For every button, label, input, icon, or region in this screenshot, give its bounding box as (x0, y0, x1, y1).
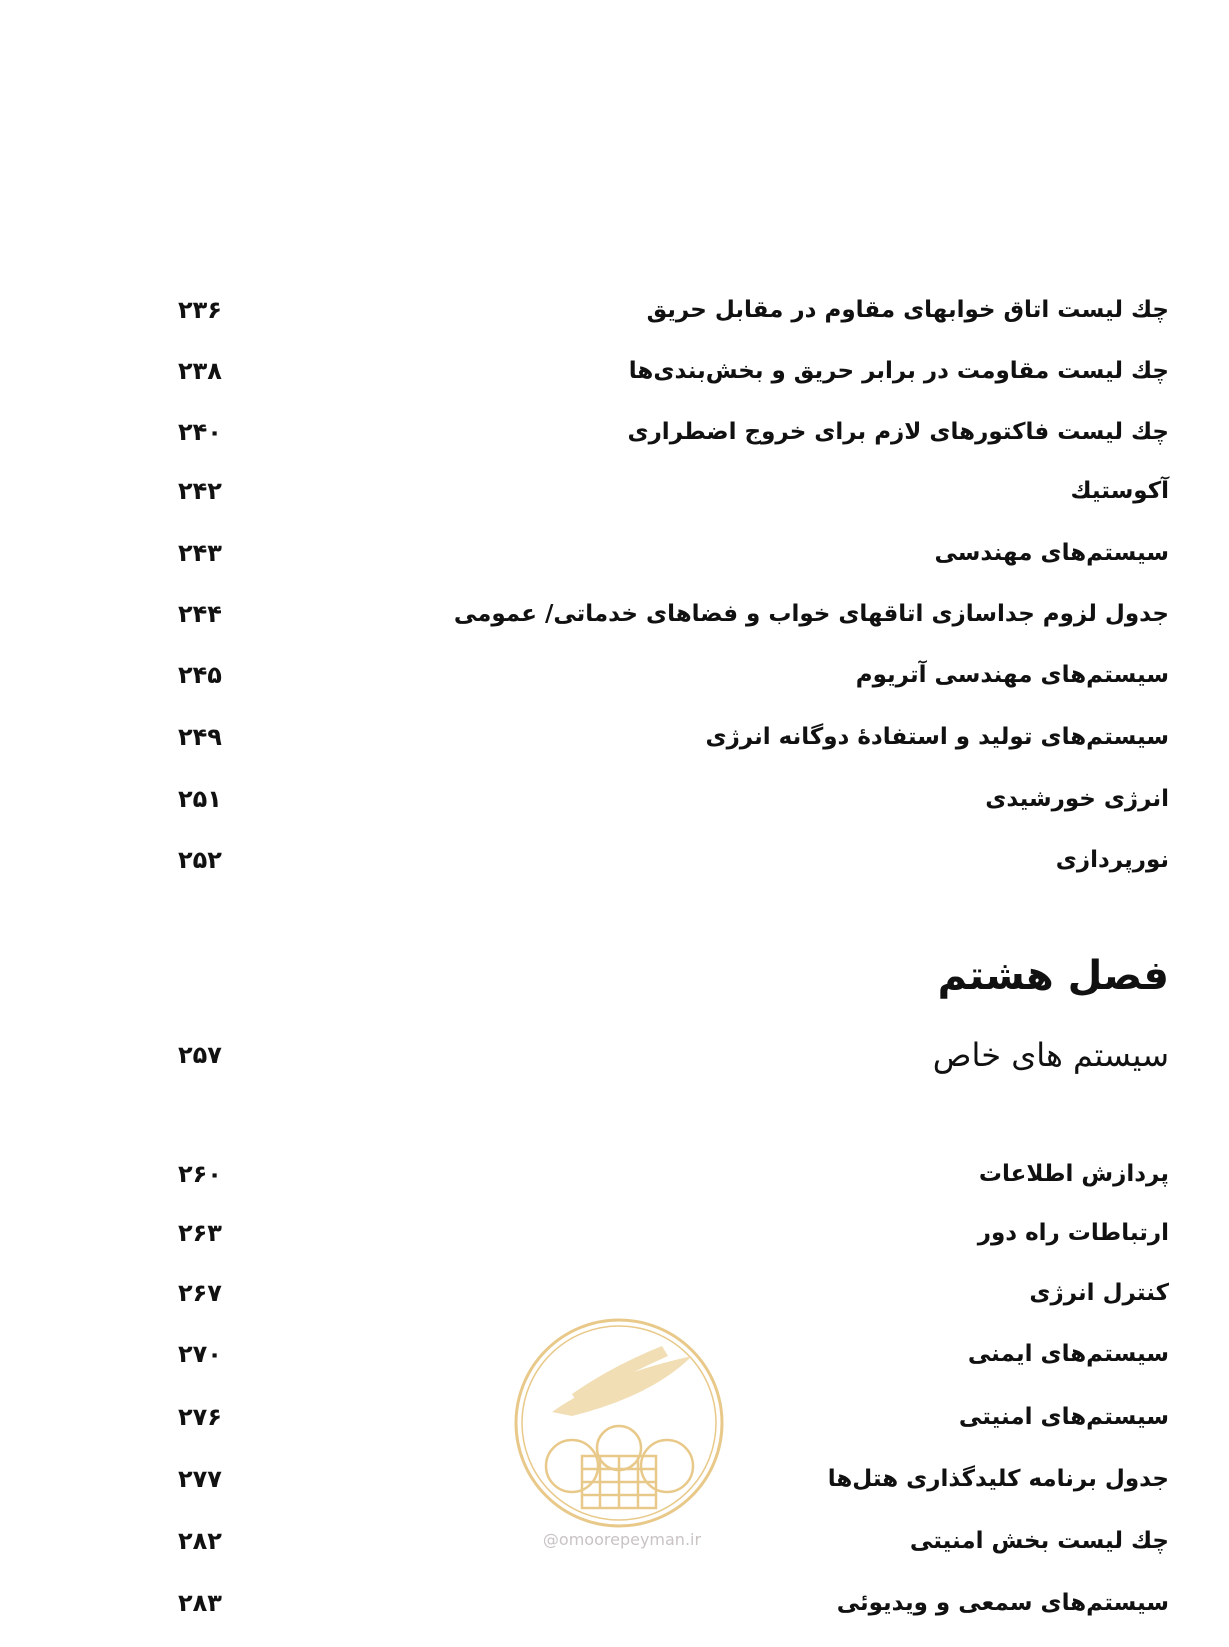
watermark-caption: @omoorepeyman.ir (542, 1530, 702, 1549)
toc-entry-page: ۲۸۲ (178, 1527, 222, 1555)
toc-entry-title: نورپردازی (1055, 847, 1169, 873)
toc-entry-page: ۲۷۷ (178, 1465, 222, 1493)
toc-entry (0, 655, 1229, 695)
toc-entry-page: ۲۵۲ (178, 846, 222, 874)
chapter-heading: فصل هشتم (937, 953, 1169, 999)
toc-entry (0, 840, 1229, 880)
toc-entry (0, 1213, 1229, 1253)
toc-entry-page: ۲۴۵ (178, 661, 222, 689)
toc-entry-page: ۲۴۹ (178, 723, 222, 751)
toc-entry-title: انرژی خورشيدی (985, 786, 1169, 812)
chapter-page: ۲۵۷ (178, 1041, 222, 1069)
toc-entry-page: ۲۶۷ (178, 1279, 222, 1307)
toc-entry-title: جدول لزوم جداسازی اتاقهای خواب و فضاهای خدماتی/ عمومی (453, 601, 1169, 627)
toc-entry-title: چك ليست فاكتورهای لازم برای خروج اضطراری (627, 419, 1169, 445)
toc-entry-page: ۲۴۳ (178, 539, 222, 567)
toc-entry-page: ۲۷۶ (178, 1403, 222, 1431)
watermark-logo (512, 1316, 726, 1530)
toc-entry-title: سيستم‌های مهندسی آتريوم (855, 662, 1169, 688)
toc-entry (0, 351, 1229, 391)
toc-entry (0, 471, 1229, 511)
toc-entry-title: پردازش اطلاعات (978, 1161, 1169, 1187)
toc-entry-title: سيستم‌های مهندسی (934, 540, 1169, 566)
toc-entry-title: چك ليست اتاق خوابهای مقاوم در مقابل حريق (646, 297, 1169, 323)
toc-entry (0, 412, 1229, 452)
toc-entry (0, 1273, 1229, 1313)
toc-entry-page: ۲۴۰ (178, 418, 222, 446)
toc-entry-title: جدول برنامه كليدگذاری هتل‌ها (827, 1466, 1169, 1492)
toc-entry-page: ۲۸۳ (178, 1589, 222, 1617)
toc-entry (0, 1154, 1229, 1194)
toc-entry-page: ۲۴۴ (178, 600, 222, 628)
toc-entry-title: آكوستيك (1070, 478, 1169, 504)
toc-entry (0, 594, 1229, 634)
toc-entry-page: ۲۳۸ (178, 357, 222, 385)
toc-entry-page: ۲۳۶ (178, 296, 222, 324)
toc-entry (0, 290, 1229, 330)
toc-entry (0, 1583, 1229, 1623)
toc-entry-title: چك ليست مقاومت در برابر حريق و بخش‌بندی‌ها (628, 358, 1169, 384)
toc-entry-title: سيستم‌های ايمنی (967, 1341, 1169, 1367)
toc-entry-title: چك ليست بخش امنيتی (909, 1528, 1169, 1554)
toc-entry-page: ۲۴۲ (178, 477, 222, 505)
toc-entry (0, 779, 1229, 819)
toc-entry-page: ۲۶۰ (178, 1160, 222, 1188)
toc-entry-page: ۲۶۳ (178, 1219, 222, 1247)
toc-entry-title: سيستم‌های توليد و استفادهٔ دوگانه انرژی (705, 724, 1169, 750)
toc-entry-page: ۲۵۱ (178, 785, 222, 813)
toc-entry-title: سيستم‌های امنيتی (958, 1404, 1169, 1430)
toc-entry (0, 533, 1229, 573)
toc-entry-page: ۲۷۰ (178, 1340, 222, 1368)
chapter-title: سيستم های خاص (932, 1036, 1169, 1074)
toc-entry-title: كنترل انرژی (1029, 1280, 1169, 1306)
toc-entry-title: ارتباطات راه دور (977, 1220, 1169, 1246)
toc-entry-title: سيستم‌های سمعی و ويديوئی (836, 1590, 1169, 1616)
toc-entry (0, 717, 1229, 757)
chapter-title-row (0, 1030, 1229, 1080)
